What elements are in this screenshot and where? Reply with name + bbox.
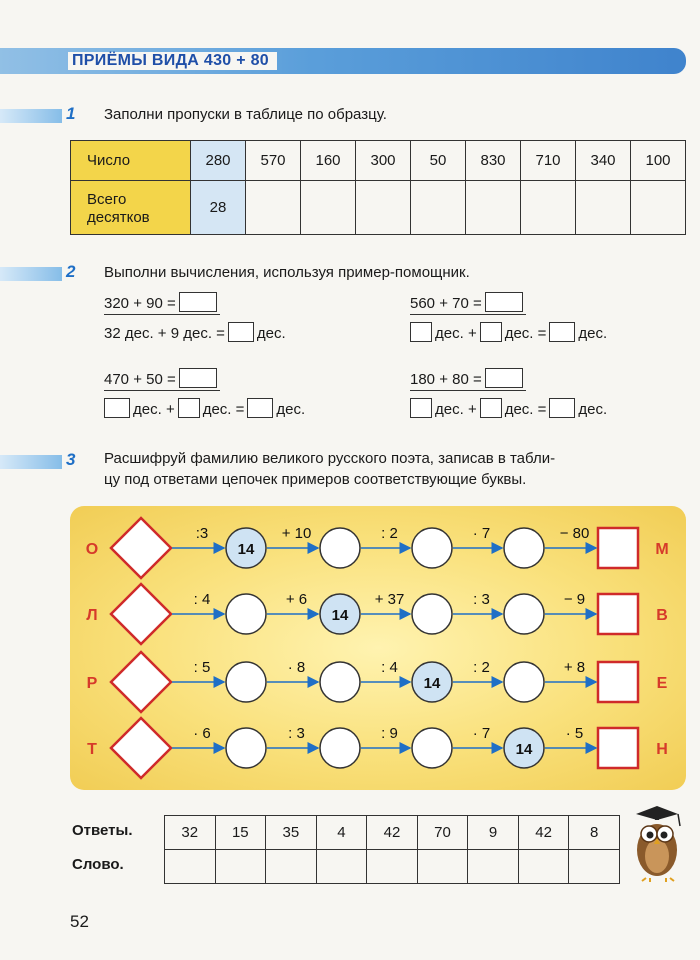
equals-sign: =: [537, 401, 547, 418]
number-cell: 300: [356, 141, 411, 181]
word-label: Слово.: [72, 856, 124, 873]
operation-label: − 9: [563, 591, 586, 608]
chain-letter-right: Н: [656, 741, 668, 758]
chain-letter-right: М: [655, 541, 669, 558]
answers-label: Ответы.: [72, 822, 133, 839]
unit-label: дес.: [435, 401, 464, 418]
row-label-tens-line2: десятков: [87, 208, 150, 226]
number-cell: 50: [411, 141, 466, 181]
unit-label: дес.: [276, 401, 306, 418]
operation-label: + 8: [563, 659, 586, 676]
plus-sign: +: [165, 401, 175, 418]
number-cell: 340: [576, 141, 631, 181]
sample-answer-cell: 28: [191, 181, 246, 235]
plus-sign: +: [467, 401, 477, 418]
number-cell: 100: [631, 141, 686, 181]
operation-label: · 7: [472, 525, 491, 542]
example-1-expression: 320 + 90 =: [104, 295, 176, 312]
result-circle[interactable]: [320, 728, 360, 768]
unit-label: дес.: [133, 401, 162, 418]
unit-label: дес.: [202, 401, 232, 418]
chain-letter-left: Л: [86, 607, 98, 624]
result-circle[interactable]: [320, 528, 360, 568]
answer-value-cell: 42: [367, 816, 418, 850]
task-1-text: Заполни пропуски в таблице по образцу.: [104, 106, 387, 123]
known-value-text: 14: [331, 607, 349, 624]
task-3-text-line2: цу под ответами цепочек примеров соответствующие буквы.: [104, 471, 527, 488]
chain-letter-left: Р: [86, 675, 98, 692]
operation-label: : 3: [288, 725, 305, 742]
chain-letter-left: О: [85, 541, 99, 558]
letter-cell[interactable]: [316, 850, 367, 884]
answers-row: [165, 816, 620, 850]
plus-sign: +: [467, 325, 477, 342]
result-circle[interactable]: [320, 662, 360, 702]
letter-cell[interactable]: [518, 850, 569, 884]
operation-label: : 3: [473, 591, 490, 608]
result-circle[interactable]: [504, 594, 544, 634]
number-cell: 160: [301, 141, 356, 181]
start-diamond[interactable]: [111, 718, 171, 778]
answer-value-cell: 15: [215, 816, 266, 850]
known-value-text: 14: [237, 541, 255, 558]
answers-table: [164, 815, 620, 884]
operation-label: : 4: [381, 659, 398, 676]
operation-label: : 5: [193, 659, 211, 676]
unit-label: дес.: [504, 401, 534, 418]
operation-label: + 37: [374, 591, 405, 608]
operation-label: : 2: [473, 659, 490, 676]
task-3-number: 3: [66, 450, 76, 469]
letter-cell[interactable]: [165, 850, 216, 884]
letter-cell[interactable]: [417, 850, 468, 884]
letter-cell[interactable]: [367, 850, 418, 884]
operation-label: : 4: [193, 591, 211, 608]
operation-label: + 10: [281, 525, 312, 542]
result-circle[interactable]: [412, 728, 452, 768]
end-square[interactable]: [598, 662, 638, 702]
operation-label: · 8: [287, 659, 306, 676]
example-1-helper: 32 дес. + 9 дес. =: [104, 325, 225, 342]
result-circle[interactable]: [504, 528, 544, 568]
unit-label: дес.: [504, 325, 534, 342]
task-2-number: 2: [66, 262, 76, 281]
equals-sign: =: [235, 401, 245, 418]
result-circle[interactable]: [226, 662, 266, 702]
chain-letter-right: Е: [656, 675, 668, 692]
operation-label: : 9: [381, 725, 398, 742]
letter-cell[interactable]: [266, 850, 317, 884]
number-cell: 830: [466, 141, 521, 181]
page-number: 52: [70, 912, 89, 931]
operation-label: + 6: [285, 591, 308, 608]
unit-label: дес.: [578, 401, 608, 418]
number-cell: 280: [191, 141, 246, 181]
answer-value-cell: 42: [518, 816, 569, 850]
answer-value-cell: 9: [468, 816, 519, 850]
start-diamond[interactable]: [111, 518, 171, 578]
start-diamond[interactable]: [111, 652, 171, 712]
operation-label: :3: [195, 525, 209, 542]
equals-sign: =: [537, 325, 547, 342]
result-circle[interactable]: [412, 528, 452, 568]
operation-label: : 2: [381, 525, 398, 542]
operation-label: · 7: [472, 725, 491, 742]
result-circle[interactable]: [504, 662, 544, 702]
result-circle[interactable]: [226, 594, 266, 634]
number-cell: 710: [521, 141, 576, 181]
chain-letter-left: Т: [87, 741, 97, 758]
word-row: [165, 850, 620, 884]
end-square[interactable]: [598, 528, 638, 568]
answer-value-cell: 70: [417, 816, 468, 850]
operation-label: · 5: [565, 725, 584, 742]
operation-label: · 6: [193, 725, 211, 742]
letter-cell[interactable]: [468, 850, 519, 884]
answer-value-cell: 32: [165, 816, 216, 850]
number-cell: 570: [246, 141, 301, 181]
task-3-text-line1: Расшифруй фамилию великого русского поэта, записав в табли-: [104, 450, 556, 467]
start-diamond[interactable]: [111, 584, 171, 644]
operation-label: − 80: [559, 525, 590, 542]
known-value-text: 14: [515, 741, 533, 758]
task-2-text: Выполни вычисления, используя пример-помощник.: [104, 264, 470, 281]
letter-cell[interactable]: [215, 850, 266, 884]
end-square[interactable]: [598, 594, 638, 634]
end-square[interactable]: [598, 728, 638, 768]
example-2-expression: 560 + 70 =: [410, 295, 482, 312]
result-circle[interactable]: [226, 728, 266, 768]
unit-label: дес.: [578, 325, 608, 342]
task-1-number: 1: [66, 104, 76, 123]
answer-value-cell: 8: [569, 816, 620, 850]
example-3-expression: 470 + 50 =: [104, 371, 176, 388]
chain-letter-right: В: [656, 607, 668, 624]
result-circle[interactable]: [412, 594, 452, 634]
unit-label: дес.: [256, 325, 286, 342]
row-label-number: Число: [71, 141, 191, 181]
known-value-text: 14: [423, 675, 441, 692]
owl-icon: [626, 804, 688, 882]
row-label-tens-line1: Всего: [87, 190, 127, 208]
letter-cell[interactable]: [569, 850, 620, 884]
unit-label: дес.: [435, 325, 464, 342]
example-4-expression: 180 + 80 =: [410, 371, 482, 388]
answer-value-cell: 4: [316, 816, 367, 850]
page-title: ПРИЁМЫ ВИДА 430 + 80: [68, 52, 277, 70]
answer-value-cell: 35: [266, 816, 317, 850]
